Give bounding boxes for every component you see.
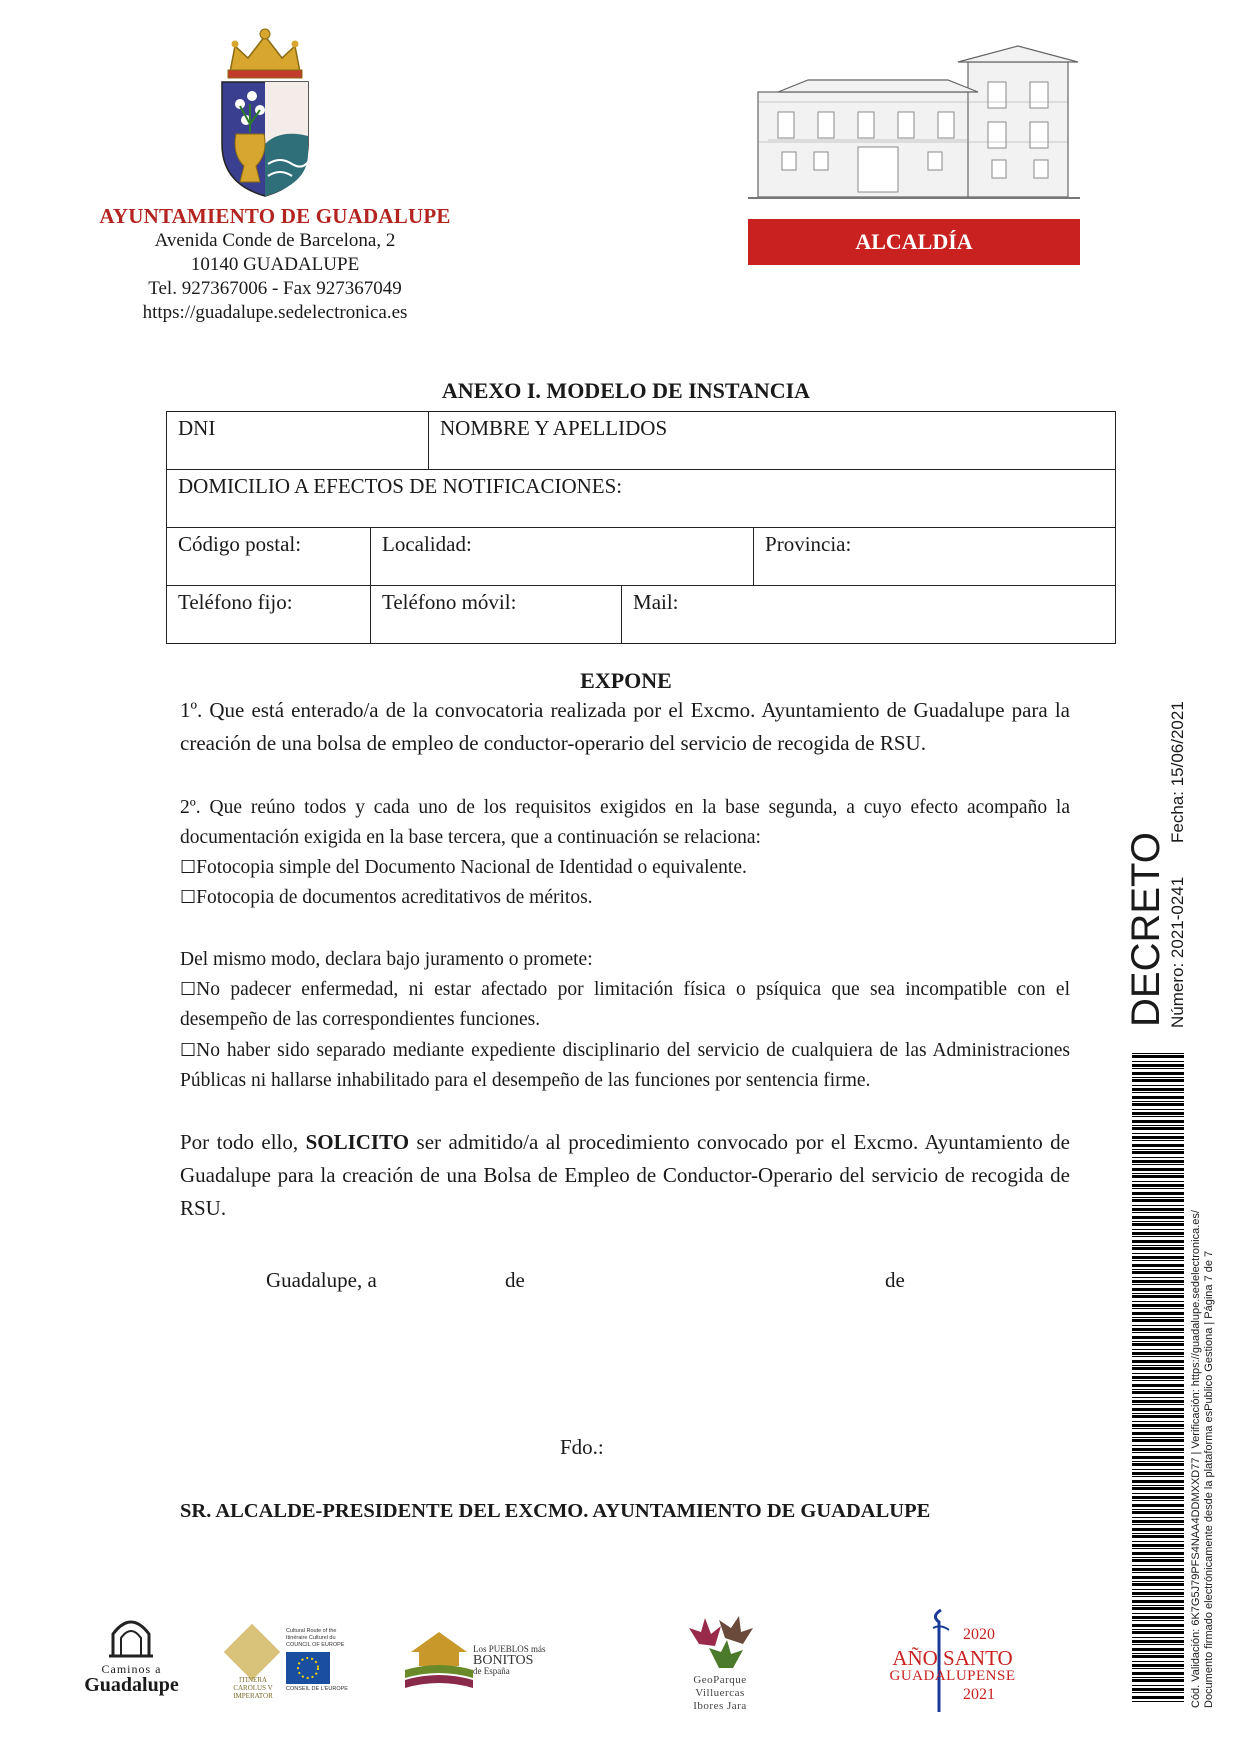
document-item-1 bbox=[180, 853, 1070, 883]
village-emblem-icon bbox=[405, 1630, 473, 1692]
year-2021: 2021 bbox=[963, 1686, 995, 1703]
dni-field[interactable]: DNI bbox=[167, 412, 429, 470]
validation-code: Cód. Validación: 6K7G5J79PFS4NAA4DDMXXD77 | Verificación: https://guadalupe.sedelectronica.es/ bbox=[1190, 1210, 1202, 1708]
year-2020: 2020 bbox=[963, 1626, 995, 1643]
guadalupense-text: GUADALUPENSE bbox=[889, 1668, 1016, 1684]
mobile-field[interactable]: Teléfono móvil: bbox=[371, 586, 622, 644]
declaration-item-label: No padecer enfermedad, ni estar afectado por limitación física o psíquica que sea incompatible con el desempeño de las correspondientes funciones. bbox=[180, 979, 1070, 1030]
arch-icon bbox=[109, 1614, 153, 1658]
geoparque-text: GeoParque Villuercas Ibores Jara bbox=[693, 1674, 747, 1712]
carolus-text: ITINERA CAROLUS V IMPERATOR bbox=[233, 1676, 273, 1700]
phone-fax-line: Tel. 927367006 - Fax 927367049 bbox=[148, 278, 402, 299]
municipal-crest-icon bbox=[210, 24, 320, 199]
solicito-suffix: ser admitido/a al procedimiento convocado por el Excmo. Ayuntamiento de Guadalupe para la creación de una Bolsa de Empleo de Conductor-Operario del servicio de recogida de RSU. bbox=[180, 1130, 1070, 1220]
form-title: ANEXO I. MODELO DE INSTANCIA bbox=[441, 378, 811, 403]
checkbox-icon[interactable]: ☐ bbox=[180, 979, 197, 1000]
town-hall-building-icon bbox=[748, 42, 1080, 207]
declaration-item-label: No haber sido separado mediante expediente disciplinario del servicio de cualquiera de las Administraciones Públicas ni hallarse inhabilitado para el desempeño de las funciones por sentencia firme. bbox=[180, 1040, 1070, 1091]
organization-address-block bbox=[60, 204, 490, 325]
date-de-1: de bbox=[505, 1268, 525, 1292]
document-item-2 bbox=[180, 883, 1070, 913]
decree-number: Número: 2021-0241 bbox=[1168, 876, 1187, 1028]
solicito-paragraph bbox=[180, 1126, 1070, 1225]
checkbox-icon[interactable]: ☐ bbox=[180, 1040, 197, 1061]
province-field[interactable]: Provincia: bbox=[754, 528, 1116, 586]
council-text: Cultural Route of the Itinéraire Culturel du COUNCIL OF EUROPE bbox=[286, 1628, 345, 1648]
declaration-intro: Del mismo modo, declara bajo juramento o promete: bbox=[180, 949, 593, 970]
locality-field[interactable]: Localidad: bbox=[371, 528, 754, 586]
department-banner: ALCALDÍA bbox=[748, 219, 1080, 265]
organization-name: AYUNTAMIENTO DE GUADALUPE bbox=[99, 204, 451, 228]
carolus-council-logo bbox=[222, 1628, 350, 1700]
place-label: Guadalupe, a bbox=[266, 1268, 377, 1292]
checkbox-icon[interactable]: ☐ bbox=[180, 857, 197, 878]
ano-santo-logo bbox=[885, 1608, 1020, 1718]
address-field[interactable]: DOMICILIO A EFECTOS DE NOTIFICACIONES: bbox=[167, 470, 1116, 528]
city-line: 10140 GUADALUPE bbox=[190, 254, 360, 275]
document-item-label: Fotocopia simple del Documento Nacional de Identidad o equivalente. bbox=[196, 857, 747, 878]
expone-heading: EXPONE bbox=[580, 668, 672, 693]
date-de-2: de bbox=[885, 1268, 905, 1292]
checkbox-icon[interactable]: ☐ bbox=[180, 887, 197, 908]
declaration-item-1 bbox=[180, 975, 1070, 1035]
expone-paragraph-1: 1º. Que está enterado/a de la convocatoria realizada por el Excmo. Ayuntamiento de Guadalupe para la creación de una bolsa de empleo de conductor-operario del servicio de recogida de RSU. bbox=[180, 698, 1070, 755]
guadalupe-text: Guadalupe bbox=[84, 1674, 179, 1696]
document-item-label: Fotocopia de documentos acreditativos de méritos. bbox=[196, 887, 593, 908]
signature-label: Fdo.: bbox=[560, 1435, 604, 1459]
council-text-fr: CONSEIL DE L'EUROPE bbox=[286, 1686, 348, 1692]
decree-date: Fecha: 15/06/2021 bbox=[1168, 701, 1187, 843]
pueblos-bonitos-logo bbox=[405, 1630, 555, 1700]
address-line: Avenida Conde de Barcelona, 2 bbox=[154, 230, 396, 251]
geoparque-logo bbox=[665, 1614, 775, 1714]
date-line bbox=[180, 1268, 1070, 1298]
barcode-icon bbox=[1132, 1053, 1184, 1708]
website-line: https://guadalupe.sedelectronica.es bbox=[142, 302, 408, 323]
landline-field[interactable]: Teléfono fijo: bbox=[167, 586, 371, 644]
recipient-line: SR. ALCALDE-PRESIDENTE DEL EXCMO. AYUNTAMIENTO DE GUADALUPE bbox=[180, 1500, 931, 1522]
carolus-emblem-icon bbox=[224, 1624, 281, 1681]
leaves-emblem-icon bbox=[685, 1614, 755, 1670]
mail-field[interactable]: Mail: bbox=[622, 586, 1116, 644]
council-of-europe-flag-icon bbox=[286, 1652, 330, 1684]
pueblos-text: Los PUEBLOS más BONITOS de España bbox=[473, 1644, 546, 1676]
caminos-guadalupe-logo bbox=[64, 1614, 199, 1696]
name-field[interactable]: NOMBRE Y APELLIDOS bbox=[429, 412, 1116, 470]
expone-paragraph-2: 2º. Que reúno todos y cada uno de los requisitos exigidos en la base segunda, a cuyo efecto acompaño la documentación exigida en la base tercera, que a continuación se relaciona: bbox=[180, 797, 1070, 848]
solicito-prefix: Por todo ello, bbox=[180, 1130, 306, 1154]
applicant-data-table bbox=[166, 411, 1116, 644]
solicito-keyword: SOLICITO bbox=[305, 1130, 410, 1154]
postal-code-field[interactable]: Código postal: bbox=[167, 528, 371, 586]
signature-platform: Documento firmado electrónicamente desde la plataforma esPublico Gestiona | Página 7 de 7 bbox=[1203, 1250, 1215, 1708]
declaration-item-2 bbox=[180, 1036, 1070, 1096]
ano-santo-text: AÑO SANTO bbox=[892, 1646, 1013, 1670]
decreto-stamp: DECRETO bbox=[1124, 832, 1168, 1027]
caminos-text: Caminos a bbox=[101, 1662, 162, 1676]
